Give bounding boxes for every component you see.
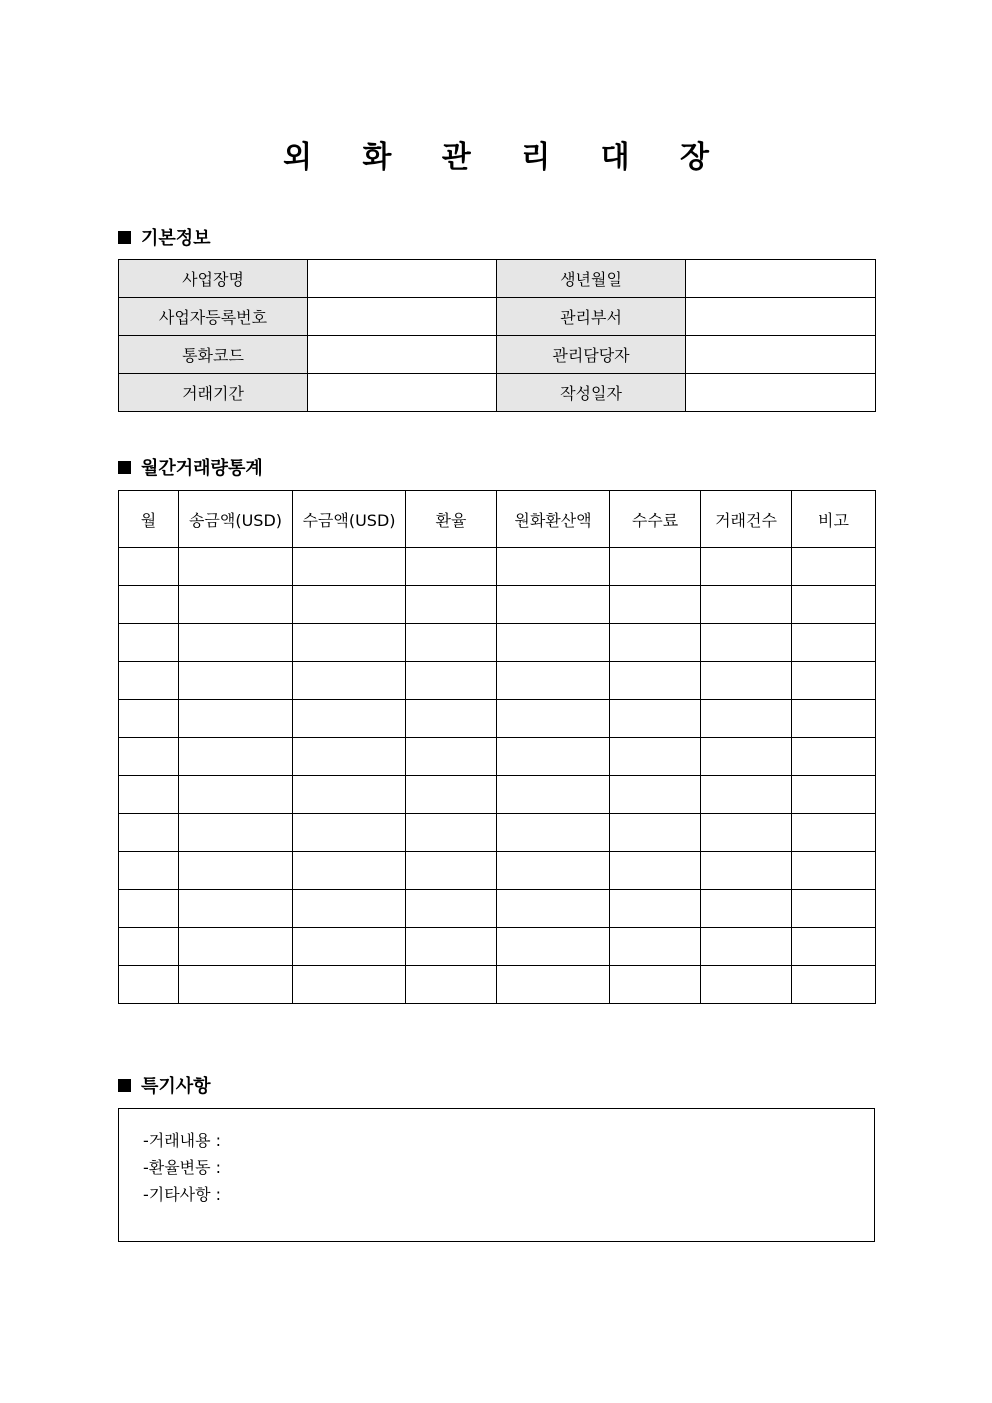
table-cell[interactable] [701, 738, 792, 776]
table-cell[interactable] [179, 966, 293, 1004]
info-label: 거래기간 [119, 374, 308, 412]
table-cell[interactable] [610, 586, 701, 624]
table-cell[interactable] [701, 776, 792, 814]
table-cell[interactable] [497, 890, 610, 928]
monthly-stats-heading [118, 454, 263, 480]
table-cell[interactable] [792, 548, 876, 586]
table-cell[interactable] [293, 548, 406, 586]
table-cell[interactable] [293, 814, 406, 852]
table-cell[interactable] [119, 814, 179, 852]
table-cell[interactable] [792, 966, 876, 1004]
table-cell[interactable] [179, 662, 293, 700]
table-cell[interactable] [497, 738, 610, 776]
table-cell[interactable] [701, 624, 792, 662]
monthly-stats-table [118, 490, 876, 1004]
table-cell[interactable] [119, 852, 179, 890]
info-label: 사업장명 [119, 260, 308, 298]
column-header: 비고 [792, 491, 876, 548]
info-value[interactable] [686, 298, 876, 336]
table-cell[interactable] [610, 928, 701, 966]
info-value[interactable] [686, 260, 876, 298]
table-cell[interactable] [179, 738, 293, 776]
table-cell[interactable] [119, 890, 179, 928]
table-cell[interactable] [179, 586, 293, 624]
table-cell[interactable] [497, 548, 610, 586]
table-cell[interactable] [701, 700, 792, 738]
table-cell[interactable] [406, 586, 497, 624]
info-value[interactable] [308, 260, 497, 298]
table-cell[interactable] [610, 700, 701, 738]
info-value[interactable] [686, 374, 876, 412]
table-cell[interactable] [610, 738, 701, 776]
table-cell[interactable] [406, 928, 497, 966]
table-cell[interactable] [792, 624, 876, 662]
table-cell[interactable] [293, 586, 406, 624]
table-cell[interactable] [179, 548, 293, 586]
page-title: 외 화 관 리 대 장 [282, 140, 730, 175]
table-cell[interactable] [701, 814, 792, 852]
table-cell[interactable] [406, 966, 497, 1004]
basic-info-table [118, 259, 876, 412]
notes-box[interactable] [118, 1108, 875, 1242]
table-cell[interactable] [406, 624, 497, 662]
table-cell[interactable] [179, 852, 293, 890]
table-cell[interactable] [701, 928, 792, 966]
table-cell[interactable] [119, 548, 179, 586]
table-cell[interactable] [497, 700, 610, 738]
table-row [119, 662, 876, 700]
table-row [119, 852, 876, 890]
column-header: 거래건수 [701, 491, 792, 548]
column-header: 환율 [406, 491, 497, 548]
table-cell[interactable] [179, 814, 293, 852]
table-row [119, 814, 876, 852]
table-cell[interactable] [119, 662, 179, 700]
table-row [119, 374, 876, 412]
table-row [119, 776, 876, 814]
table-cell[interactable] [792, 814, 876, 852]
table-cell[interactable] [406, 738, 497, 776]
table-cell[interactable] [497, 624, 610, 662]
table-cell[interactable] [610, 624, 701, 662]
column-header: 수금액(USD) [293, 491, 406, 548]
table-cell[interactable] [119, 700, 179, 738]
table-cell[interactable] [179, 890, 293, 928]
table-cell[interactable] [792, 928, 876, 966]
table-cell[interactable] [179, 776, 293, 814]
table-cell[interactable] [497, 776, 610, 814]
table-row [119, 890, 876, 928]
table-cell[interactable] [701, 548, 792, 586]
table-cell[interactable] [406, 852, 497, 890]
table-cell[interactable] [610, 852, 701, 890]
table-cell[interactable] [792, 662, 876, 700]
table-cell[interactable] [701, 852, 792, 890]
square-bullet-icon [118, 231, 131, 244]
basic-info-heading [118, 224, 211, 250]
table-cell[interactable] [179, 928, 293, 966]
column-header: 원화환산액 [497, 491, 610, 548]
notes-heading-label: 특기사항 [141, 1076, 211, 1097]
table-row [119, 336, 876, 374]
table-cell[interactable] [497, 852, 610, 890]
info-value[interactable] [308, 298, 497, 336]
note-line-transactions: -거래내용 : [143, 1131, 222, 1150]
table-row [119, 624, 876, 662]
table-cell[interactable] [610, 662, 701, 700]
info-label: 사업자등록번호 [119, 298, 308, 336]
table-cell[interactable] [497, 928, 610, 966]
table-cell[interactable] [293, 966, 406, 1004]
table-row [119, 700, 876, 738]
table-cell[interactable] [610, 776, 701, 814]
table-cell[interactable] [293, 624, 406, 662]
column-header: 송금액(USD) [179, 491, 293, 548]
table-cell[interactable] [179, 624, 293, 662]
table-cell[interactable] [792, 852, 876, 890]
monthly-stats-heading-label: 월간거래량통계 [141, 458, 263, 479]
table-cell[interactable] [406, 662, 497, 700]
table-cell[interactable] [792, 586, 876, 624]
table-cell[interactable] [293, 928, 406, 966]
table-cell[interactable] [406, 776, 497, 814]
table-cell[interactable] [610, 548, 701, 586]
table-cell[interactable] [497, 586, 610, 624]
table-row [119, 966, 876, 1004]
table-cell[interactable] [179, 700, 293, 738]
table-cell[interactable] [119, 966, 179, 1004]
table-cell[interactable] [293, 738, 406, 776]
column-header: 수수료 [610, 491, 701, 548]
table-cell[interactable] [792, 738, 876, 776]
info-label: 생년월일 [497, 260, 686, 298]
table-cell[interactable] [293, 890, 406, 928]
table-cell[interactable] [497, 814, 610, 852]
table-cell[interactable] [119, 776, 179, 814]
table-cell[interactable] [119, 928, 179, 966]
table-cell[interactable] [701, 966, 792, 1004]
table-cell[interactable] [610, 890, 701, 928]
table-row [119, 548, 876, 586]
info-value[interactable] [308, 374, 497, 412]
square-bullet-icon [118, 1079, 131, 1092]
table-cell[interactable] [119, 624, 179, 662]
notes-heading [118, 1072, 211, 1098]
table-cell[interactable] [701, 662, 792, 700]
basic-info-heading-label: 기본정보 [141, 228, 211, 249]
table-cell[interactable] [792, 776, 876, 814]
info-value[interactable] [686, 336, 876, 374]
table-cell[interactable] [497, 662, 610, 700]
square-bullet-icon [118, 461, 131, 474]
table-cell[interactable] [406, 814, 497, 852]
column-header: 월 [119, 491, 179, 548]
note-line-exchange-rate: -환율변동 : [143, 1158, 222, 1177]
table-row [119, 928, 876, 966]
table-cell[interactable] [792, 890, 876, 928]
table-cell[interactable] [119, 738, 179, 776]
table-row [119, 260, 876, 298]
table-row [119, 738, 876, 776]
table-row [119, 586, 876, 624]
table-cell[interactable] [406, 700, 497, 738]
table-cell[interactable] [293, 776, 406, 814]
note-line-other: -기타사항 : [143, 1185, 222, 1204]
info-label: 통화코드 [119, 336, 308, 374]
table-cell[interactable] [497, 966, 610, 1004]
info-label: 관리부서 [497, 298, 686, 336]
table-cell[interactable] [119, 586, 179, 624]
table-cell[interactable] [792, 700, 876, 738]
info-value[interactable] [308, 336, 497, 374]
table-cell[interactable] [293, 852, 406, 890]
table-cell[interactable] [406, 548, 497, 586]
table-row [119, 298, 876, 336]
table-cell[interactable] [406, 890, 497, 928]
table-cell[interactable] [701, 890, 792, 928]
info-label: 관리담당자 [497, 336, 686, 374]
table-header-row [119, 491, 876, 548]
table-cell[interactable] [610, 966, 701, 1004]
table-cell[interactable] [293, 662, 406, 700]
table-cell[interactable] [293, 700, 406, 738]
table-cell[interactable] [701, 586, 792, 624]
info-label: 작성일자 [497, 374, 686, 412]
table-cell[interactable] [610, 814, 701, 852]
